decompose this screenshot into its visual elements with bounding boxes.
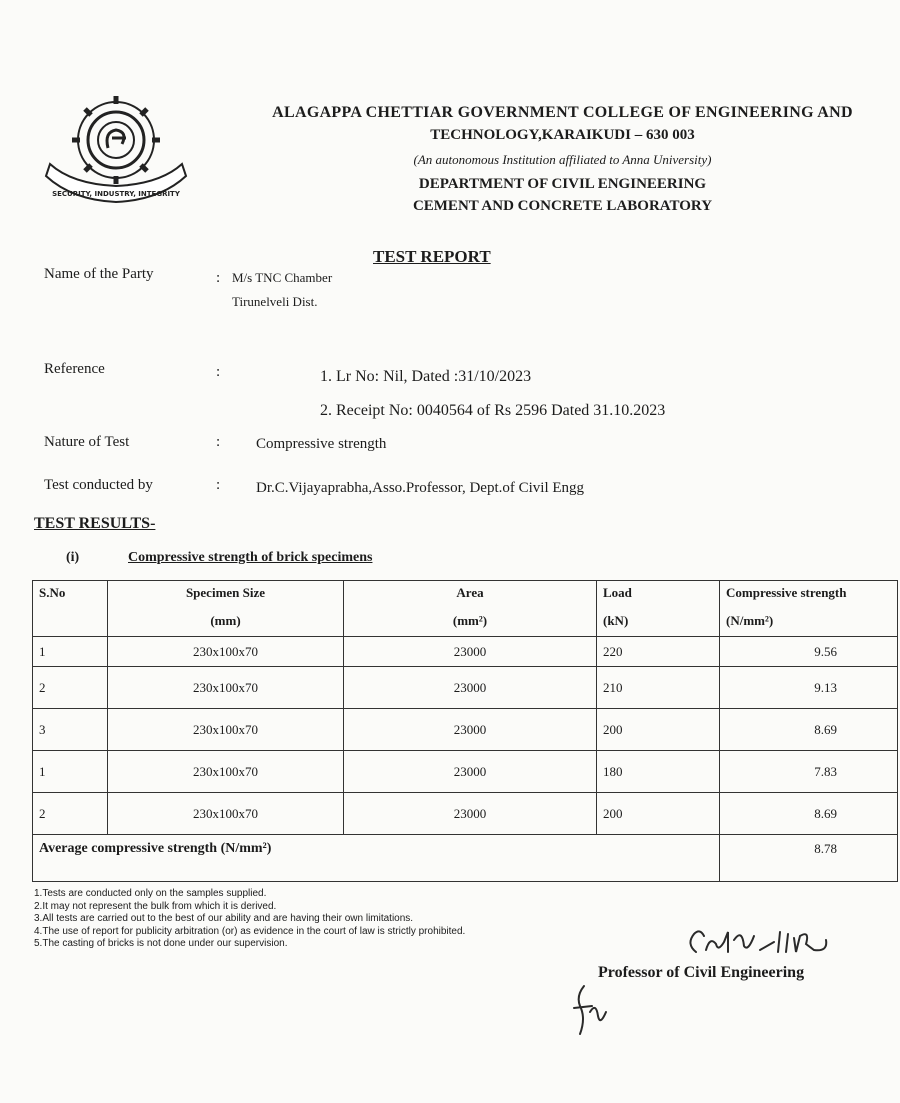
cell-area: 23000 — [344, 637, 597, 667]
cell-strength: 9.13 — [720, 667, 898, 709]
average-row — [33, 835, 898, 882]
cell-load: 210 — [597, 667, 720, 709]
note-item: 1.Tests are conducted only on the samples supplied. — [34, 888, 267, 899]
header-area: Area (mm²) — [344, 581, 597, 637]
header-strength: Compressive strength (N/mm²) — [720, 581, 898, 637]
table-row — [33, 667, 898, 709]
cell-strength: 8.69 — [720, 709, 898, 751]
cell-size: 230x100x70 — [108, 709, 344, 751]
cell-size: 230x100x70 — [108, 667, 344, 709]
handwritten-signature — [682, 922, 842, 964]
cell-size: 230x100x70 — [108, 751, 344, 793]
cell-area: 23000 — [344, 667, 597, 709]
initials-signature — [566, 982, 616, 1040]
party-colon: : — [216, 270, 221, 286]
cell-sno: 2 — [33, 667, 108, 709]
cell-load: 200 — [597, 793, 720, 835]
conducted-label: Test conducted by — [44, 477, 153, 493]
average-value: 8.78 — [720, 835, 898, 882]
cell-size: 230x100x70 — [108, 793, 344, 835]
party-district: Tirunelveli Dist. — [232, 294, 318, 309]
cell-size: 230x100x70 — [108, 637, 344, 667]
reference-letter: 1. Lr No: Nil, Dated :31/10/2023 — [320, 368, 532, 385]
results-heading: TEST RESULTS- — [34, 515, 156, 532]
cell-sno: 3 — [33, 709, 108, 751]
table-row — [33, 793, 898, 835]
svg-text:SECURITY, INDUSTRY, INTEGRITY: SECURITY, INDUSTRY, INTEGRITY — [52, 190, 180, 198]
cell-load: 220 — [597, 637, 720, 667]
nature-colon: : — [216, 434, 221, 450]
table-row — [33, 637, 898, 667]
note-item: 4.The use of report for publicity arbitration (or) as evidence in the court of law is strictly prohibited. — [34, 925, 466, 937]
cell-sno: 1 — [33, 751, 108, 793]
cell-area: 23000 — [344, 709, 597, 751]
cell-area: 23000 — [344, 793, 597, 835]
note-item: 2.It may not represent the bulk from which it is derived. — [34, 900, 277, 912]
header-size: Specimen Size (mm) — [108, 581, 344, 637]
college-name: ALAGAPPA CHETTIAR GOVERNMENT COLLEGE OF ENGINEERING AND — [272, 104, 853, 121]
college-location: TECHNOLOGY,KARAIKUDI – 630 003 — [430, 127, 695, 143]
section-title: Compressive strength of brick specimens — [128, 550, 373, 565]
party-name: M/s TNC Chamber — [232, 270, 333, 285]
note-item: 3.All tests are carried out to the best of our ability and are having their own limitations. — [34, 913, 414, 924]
conducted-colon: : — [216, 477, 221, 493]
department-name: DEPARTMENT OF CIVIL ENGINEERING — [418, 176, 707, 192]
cell-sno: 1 — [33, 637, 108, 667]
affiliation-note: (An autonomous Institution affiliated to Anna University) — [413, 152, 712, 167]
cell-strength: 9.56 — [720, 637, 898, 667]
table-row — [33, 709, 898, 751]
conducted-value: Dr.C.Vijayaprabha,Asso.Professor, Dept.of Civil Engg — [256, 480, 585, 496]
nature-value: Compressive strength — [256, 436, 387, 452]
header-load: Load (kN) — [597, 581, 720, 637]
notes-list — [34, 888, 465, 951]
reference-label: Reference — [44, 361, 105, 377]
cell-load: 200 — [597, 709, 720, 751]
average-label: Average compressive strength (N/mm²) — [33, 835, 720, 882]
laboratory-name: CEMENT AND CONCRETE LABORATORY — [412, 198, 713, 214]
table-row — [33, 751, 898, 793]
cell-sno: 2 — [33, 793, 108, 835]
college-seal-logo — [42, 92, 190, 210]
reference-receipt: 2. Receipt No: 0040564 of Rs 2596 Dated 31.10.2023 — [320, 402, 666, 419]
cell-load: 180 — [597, 751, 720, 793]
section-number: (i) — [66, 550, 80, 565]
report-title: TEST REPORT — [373, 247, 491, 266]
table-header-row — [33, 581, 898, 637]
cell-area: 23000 — [344, 751, 597, 793]
header-sno: S.No — [33, 581, 108, 637]
nature-label: Nature of Test — [44, 434, 130, 450]
reference-colon: : — [216, 364, 221, 380]
party-label: Name of the Party — [44, 266, 154, 282]
signatory-title: Professor of Civil Engineering — [598, 964, 805, 981]
note-item: 5.The casting of bricks is not done under our supervision. — [34, 938, 288, 949]
cell-strength: 8.69 — [720, 793, 898, 835]
cell-strength: 7.83 — [720, 751, 898, 793]
results-table — [32, 580, 898, 882]
